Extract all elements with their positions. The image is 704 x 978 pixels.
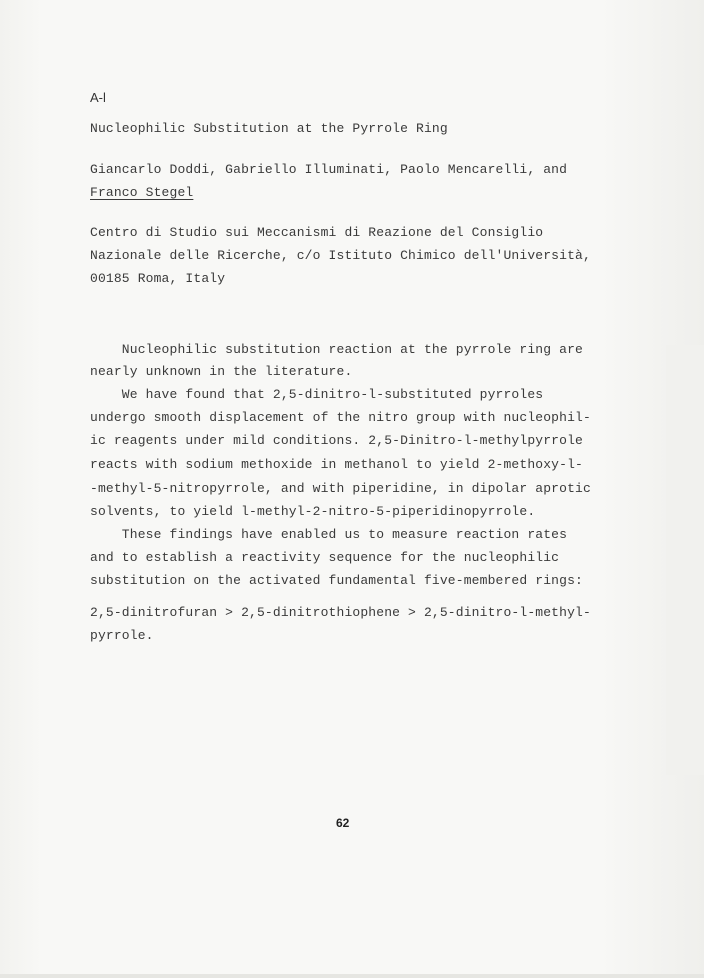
paper-bottom-edge: [0, 974, 704, 978]
affiliation-line-2: Nazionale delle Ricerche, c/o Istituto Chimico dell'Università,: [90, 248, 591, 263]
abstract-title: Nucleophilic Substitution at the Pyrrole Ring: [90, 121, 448, 136]
body-line-10: and to establish a reactivity sequence for the nucleophilic: [90, 550, 560, 565]
authors-line-2: Franco Stegel: [90, 185, 194, 200]
body-line-7: -methyl-5-nitropyrrole, and with piperidine, in dipolar aprotic: [90, 481, 591, 496]
page-number: 62: [336, 816, 350, 830]
body-line-5: ic reagents under mild conditions. 2,5-Dinitro-l-methylpyrrole: [90, 433, 583, 448]
body-line-4: undergo smooth displacement of the nitro group with nucleophil-: [90, 410, 591, 425]
authors-line-1: Giancarlo Doddi, Gabriello Illuminati, Paolo Mencarelli, and: [90, 162, 568, 177]
body-line-3: We have found that 2,5-dinitro-l-substituted pyrroles: [90, 387, 544, 402]
body-line-12: 2,5-dinitrofuran > 2,5-dinitrothiophene > 2,5-dinitro-l-methyl-: [90, 605, 591, 620]
body-line-1: Nucleophilic substitution reaction at the pyrrole ring are: [90, 342, 583, 357]
body-line-8: solvents, to yield l-methyl-2-nitro-5-piperidinopyrrole.: [90, 504, 536, 519]
body-line-2: nearly unknown in the literature.: [90, 364, 353, 379]
paper-edge: [666, 345, 704, 775]
abstract-code: A-l: [90, 90, 106, 105]
affiliation-line-3: 00185 Roma, Italy: [90, 271, 226, 286]
body-line-6: reacts with sodium methoxide in methanol to yield 2-methoxy-l-: [90, 457, 583, 472]
body-line-13: pyrrole.: [90, 628, 154, 643]
body-line-9: These findings have enabled us to measure reaction rates: [90, 527, 568, 542]
body-line-11: substitution on the activated fundamental five-membered rings:: [90, 573, 583, 588]
affiliation-line-1: Centro di Studio sui Meccanismi di Reazione del Consiglio: [90, 225, 544, 240]
